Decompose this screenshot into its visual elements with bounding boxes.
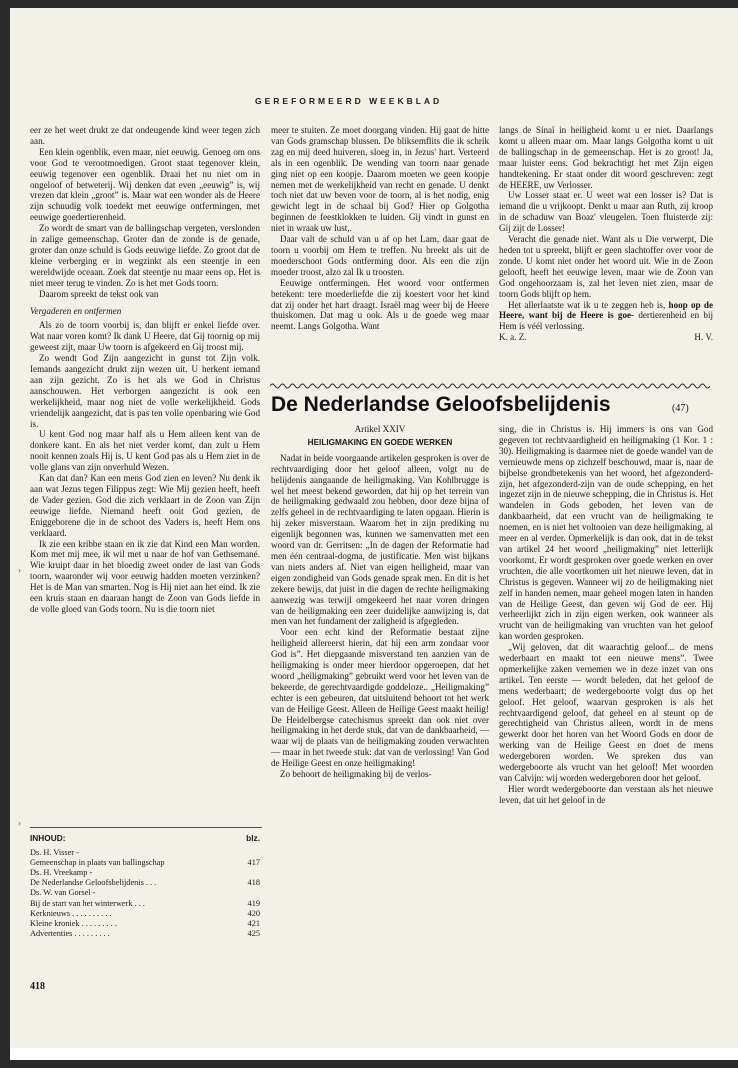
toc-item-page: 425 <box>247 928 260 938</box>
closing-rest: dertierenheid en bij Hem is véél verlossing. <box>499 310 713 332</box>
toc-item-page: 420 <box>247 908 260 918</box>
paragraph: Zo behoort de heiligmaking bij de verlos- <box>280 769 432 780</box>
toc-item-title: Advertenties . . . . . . . . . <box>30 928 110 938</box>
toc-item[interactable] <box>30 929 260 939</box>
signoff <box>499 332 713 343</box>
margin-mark: › <box>18 818 21 828</box>
section-subheading: Vergaderen en ontfermen <box>30 305 122 316</box>
paragraph: Een klein ogenblik, even maar, niet eeuwig. Genoeg om ons voor God te verootmoedigen. Groot staat tegenover klein, eeuwig tegenover een ogenblik. Draai het nu niet om in ongeloof of betweterij. Wij denken dat even „eeuwig” is, wij vrezen dat klein „groot” is. Maar wat een wonder als de Heere zijn schuudig volk toedekt met eeuwige ontfermingen, met eeuwige goedertierenheid. <box>30 146 260 223</box>
toc-item-page: 419 <box>247 898 260 908</box>
article-number: (47) <box>672 403 689 414</box>
toc-item[interactable] <box>30 919 260 929</box>
paragraph: U kent God nog maar half als u Hem alleen kent van de donkere kant. En als het niet verder komt, dan zult u Hem nooit kennen zoals Hij is. U kent God pas als u Hem ziet in de volle glans van zijn onverhuld Wezen. <box>30 429 260 473</box>
paragraph: langs de Sinaï in heiligheid komt u er niet. Daarlangs komt u alleen maar om. Maar langs Golgotha komt u uit de ballingschap in de gemeenschap. Het is zo groot! Ja, maar luister eens. God bekrachtigt het met Zijn eigen handtekening. Er staat onder dit woord geschreven: zegt de HEERE, uw Verlosser. <box>499 125 713 190</box>
masthead: GEREFORMEERD WEEKBLAD <box>255 96 443 106</box>
article-column-a <box>271 424 489 780</box>
toc-item[interactable] <box>30 909 260 919</box>
toc-item-title: Kerknieuws . . . . . . . . . . <box>30 908 112 918</box>
article-title: De Nederlandse Geloofsbelijdenis <box>271 393 611 416</box>
paragraph: Kan dat dan? Kan een mens God zien en leven? Nu denk ik aan wat Jezus tegen Filippus zegt: Wie Mij gezien heeft, heeft de Vader gezien. God die zich verklaart in de Zoon van Zijn eeuwige liefde. Niemand heeft ooit God gezien, de Eniggeborene die in de schoot des Vaders is, heeft Hem ons verklaard. <box>30 473 260 538</box>
paragraph: Zo wendt God Zijn aangezicht in gunst tot Zijn volk. Iemands aangezicht drukt zijn wezen uit. U herkent iemand aan zijn gezicht. Zo is het als we God in Christus aanschouwen. Het verborgen aangezicht is ook een werkelijkheid, maar nog niet de volle werkelijkheid. Gods vriendelijk aangezicht, dat is pas ten volle openbaring wie God is. <box>30 353 260 429</box>
paragraph: Eeuwige ontfermingen. Het woord voor ontfermen betekent: tere moederliefde die zij koestert voor het kind dat zij onder het hart draagt. Israël mag weer bij de Heere thuiskomen. Dat mag u ook. Als u de goede weg maar neemt. Langs Golgotha. Want <box>271 277 489 332</box>
toc-item-page: 417 <box>247 858 260 868</box>
paragraph: Zo wordt de smart van de ballingschap vergeten, verslonden in zalige gemeenschap. Groter dan de zonde is de genade, groter dan onze schuld is Gods eeuwige liefde. Zo groot dat de kleine verberging er in wegzinkt als een steentje in een wereldwijde oceaan. Zoek dat steentje nu maar eens op. Het is niet meer terug te vinden. Zo is het met Gods toorn. <box>30 223 260 288</box>
paragraph: sing, die in Christus is. Hij immers is ons van God gegeven tot rechtvaardigheid en heiligmaking (1 Kor. 1 : 30). Heiligmaking is daarmee niet de goede wandel van de vernieuwde mens op zichzelf beschouwd, maar is, naar de bijbelse grondbetekenis van het woord, het afgezonderd-zijn, het afgezonderd-zijn van de oude schepping, en het ingezet zijn in de nieuwe schepping, die in Christus is. Het wandelen in Gods geboden, het leven van de dankbaarheid, dat een vrucht van de heiligmaking te noemen, en is niet het voltooien van deze heiligmaking, al meer en al verder. Opmerkelijk is dan ook, dat in de tekst van artikel 24 het woord „heiligmaking” niet letterlijk voorkomt. Er wordt gesproken over goede werken en over vruchten, die alle voortkomen uit het nieuwe leven, dat in Christus is gegeven. Wanneer wij zo de heiligmaking niet zelf in handen nemen, maar geheel mogen laten in handen van de Heilige Geest, dan geven wij God de eer. Hij verheerlijkt zich in zijn eigen werken, ook wanneer als vrucht van de heiligmaking van vruchten van het geloof kan worden gesproken. <box>499 424 713 642</box>
column-3 <box>499 125 713 343</box>
paragraph: Hier wordt wedergeboorte dan verstaan als het nieuwe leven, dat uit het geloof in de <box>499 783 713 805</box>
paragraph: Daarom spreekt de tekst ook van <box>39 288 159 299</box>
paragraph: Veracht die genade niet. Want als u Die verwerpt, Die heden tot u spreekt, blijft er geen slachtoffer over voor de zonde. U komt niet onder het woord uit. Wie in de Zoon gelooft, heeft het eeuwige leven, maar wie de Zoon van God ongehoorzaam is, zal het leven niet zien, maar de toorn Gods blijft op hem. <box>499 234 713 299</box>
toc-item-title: Kleine kroniek . . . . . . . . . <box>30 918 117 928</box>
column-2 <box>271 125 489 332</box>
page-number: 418 <box>30 981 45 992</box>
column-1 <box>30 125 260 615</box>
wavy-divider <box>270 382 710 390</box>
scan-margin <box>10 1048 738 1060</box>
closing-intro: Het allerlaatste wat ik u te zeggen heb is, <box>508 299 666 310</box>
toc-item[interactable] <box>30 868 260 888</box>
closing-paragraph <box>499 300 713 333</box>
author-initials: H. V. <box>694 332 713 343</box>
article-column-b <box>499 424 713 806</box>
table-of-contents <box>30 833 260 939</box>
toc-item[interactable] <box>30 888 260 908</box>
toc-page-label: blz. <box>246 833 260 843</box>
toc-item-page: 421 <box>247 918 260 928</box>
article-subtitle: Artikel XXIV <box>354 424 406 434</box>
paragraph: eer ze het weet drukt ze dat ondeugende kind weer tegen zich aan. <box>30 125 260 146</box>
margin-mark: › <box>18 565 21 575</box>
toc-rule <box>30 827 262 828</box>
paragraph: „Wij geloven, dat dit waarachtig geloof... de mens wederbaart en maakt tot een nieuwe mens”. Twee opmerkelijke zaken vernemen we in deze inzet van ons artikel. Ten eerste — wordt beleden, dat het geloof de mens wederbaart; de wedergeboorte volgt dus op het geloof. Het geloof, waarvan gesproken is als het rechtvaardigend geloof, dat geheel en al steunt op de gerechtigheid van Christus alleen, wordt in de mens gewerkt door het horen van het Woord Gods en door de werking van de Heilige Geest en doet de mens wedergeboren worden. We spreken dus van wedergeboorte als vrucht van het geloof! Met woorden van Calvijn: wij worden wedergeboren door het geloof. <box>499 642 713 783</box>
paragraph: Daar valt de schuld van u af op het Lam, daar gaat de toorn u voorbij om Hem te treffen. Nu breekt als uit de moederschoot Gods ontferming door. Als een die zijn moeder troost, alzo zal Ik u troosten. <box>271 234 489 277</box>
paragraph: Als zo de toorn voorbij is, dan blijft er enkel liefde over. Wat naar voren komt? Ik dank U Heere, dat Gij toornig op mij geweest zijt, maar Uw toorn is afgekeerd en Gij troost mij. <box>30 320 260 353</box>
paragraph: Uw Losser staat er. U weet wat een losser is? Dat is iemand die u vrijkoopt. Denkt u maar aan Ruth, zij kroop in de schaduw van Boaz' vleugelen. Toen fluisterde zij: Gij zijt de Losser! <box>499 190 713 234</box>
toc-header <box>30 833 260 843</box>
toc-heading: INHOUD: <box>30 833 66 843</box>
toc-item-page: 418 <box>247 878 260 888</box>
paragraph: meer te stuiten. Ze moet doorgang vinden. Hij gaat de hitte van Gods gramschap blussen. De bliksemflits die ik schrik zag en mij deed huiveren, sloeg in, in Jezus' hart. Verteerd als in een ogenblik. De wending van toorn naar genade ging niet op een koopje. Daarom moeten we geen koopje nemen met de werkelijkheid van recht en genade. U denkt toch niet dat uw beven voor de toorn, al is het nodig, enig gewicht legt in de schaal bij God? Hier op Golgotha beginnen de feestklokken te luiden. Gij vindt in gunst en niet in wraak uw lust,. <box>271 125 489 234</box>
paragraph: Nadat in beide voorgaande artikelen gesproken is over de rechtvaardiging door het geloof alleen, volgt nu de belijdenis aangaande de heiligmaking. Van Kohlbrugge is wel het meest bekend geworden, dat hij op het terrein van de heiligmaking gedwaald zou hebben, door deze bijna of zelfs geheel in de rechtvaardiging te laten opgaan. Hierin is hij zeker misverstaan. Waarom het in zijn prediking nu eigenlijk begonnen was, kunnen we samenvatten met een woord van dr. Gerritsen: „In de dagen der Reformatie had men één centraal-dogma, de justificatie. Men wist bijkans van niets anders af. Niet van eigen heiligheid, maar van eigen zondigheid van Gods genade sprak men. En dit is het zekere bewijs, dat juist in die dagen de rechte heiligmaking aanwezig was terwijl omgekeerd het naar voren dringen van de heiligmaking een zeer duidelijke aanwijzing is, dat men van het fundament der zaligheid is afgegleden. <box>271 452 489 627</box>
paragraph: Voor een echt kind der Reformatie bestaat zijne heiligheid allereerst hierin, dat hij een arm zondaar voor God is”. Het diepgaande misverstand ten aanzien van de heiligmaking is onder meer hierdoor opgeroepen, dat het woord „heiligmaking” gebruikt werd voor het leven van de bekeerde, de gerechtvaardigde goddeloze.. „Heiligmaking” echter is een gebeuren, dat uitsluitend behoort tot het werk van de Heilige Geest. Alleen de Heilige Geest maakt heilig! De Heidelbergse catechismus spreekt dan ook niet over heiligmaking in het derde stuk, dat van de dankbaarheid, — waar wij de plaats van de heiligmaking zouden verwachten — maar in het tweede stuk: dat van de verlossing! Van God de Heilige Geest en onze heiligmaking! <box>271 627 489 769</box>
toc-item-title: Ds. H. Vreekamp - De Nederlandse Geloofsbelijdenis . . . <box>30 868 157 888</box>
closing-bold: hoop op de Heere, want bij de Heere is goe- <box>499 299 713 321</box>
paragraph: Ik zie een kribbe staan en ik zie dat Kind een Man worden. Kom met mij mee, ik wil met u naar de hof van Gethsemané. Wie kruipt daar in het bloedig zweet onder de last van Gods toorn, waaronder wij voor eeuwig hadden moeten verzinken? Het is de Man van smarten. Nog is Hij niet aan het eind. Ik zie een kruis staan en daaraan hangt de Zoon van Gods liefde in de volle gloed van Gods toorn. Nu is die toorn niet <box>30 538 260 614</box>
signoff-left: K. a. Z. <box>499 332 527 343</box>
toc-item-title: Ds. W. van Gorsel - Bij de start van het winterwerk . . . <box>30 888 145 908</box>
toc-item[interactable] <box>30 848 260 868</box>
article-heading: HEILIGMAKING EN GOEDE WERKEN <box>307 437 453 447</box>
toc-item-title: Ds. H. Visser - Gemeenschap in plaats van ballingschap <box>30 848 165 868</box>
